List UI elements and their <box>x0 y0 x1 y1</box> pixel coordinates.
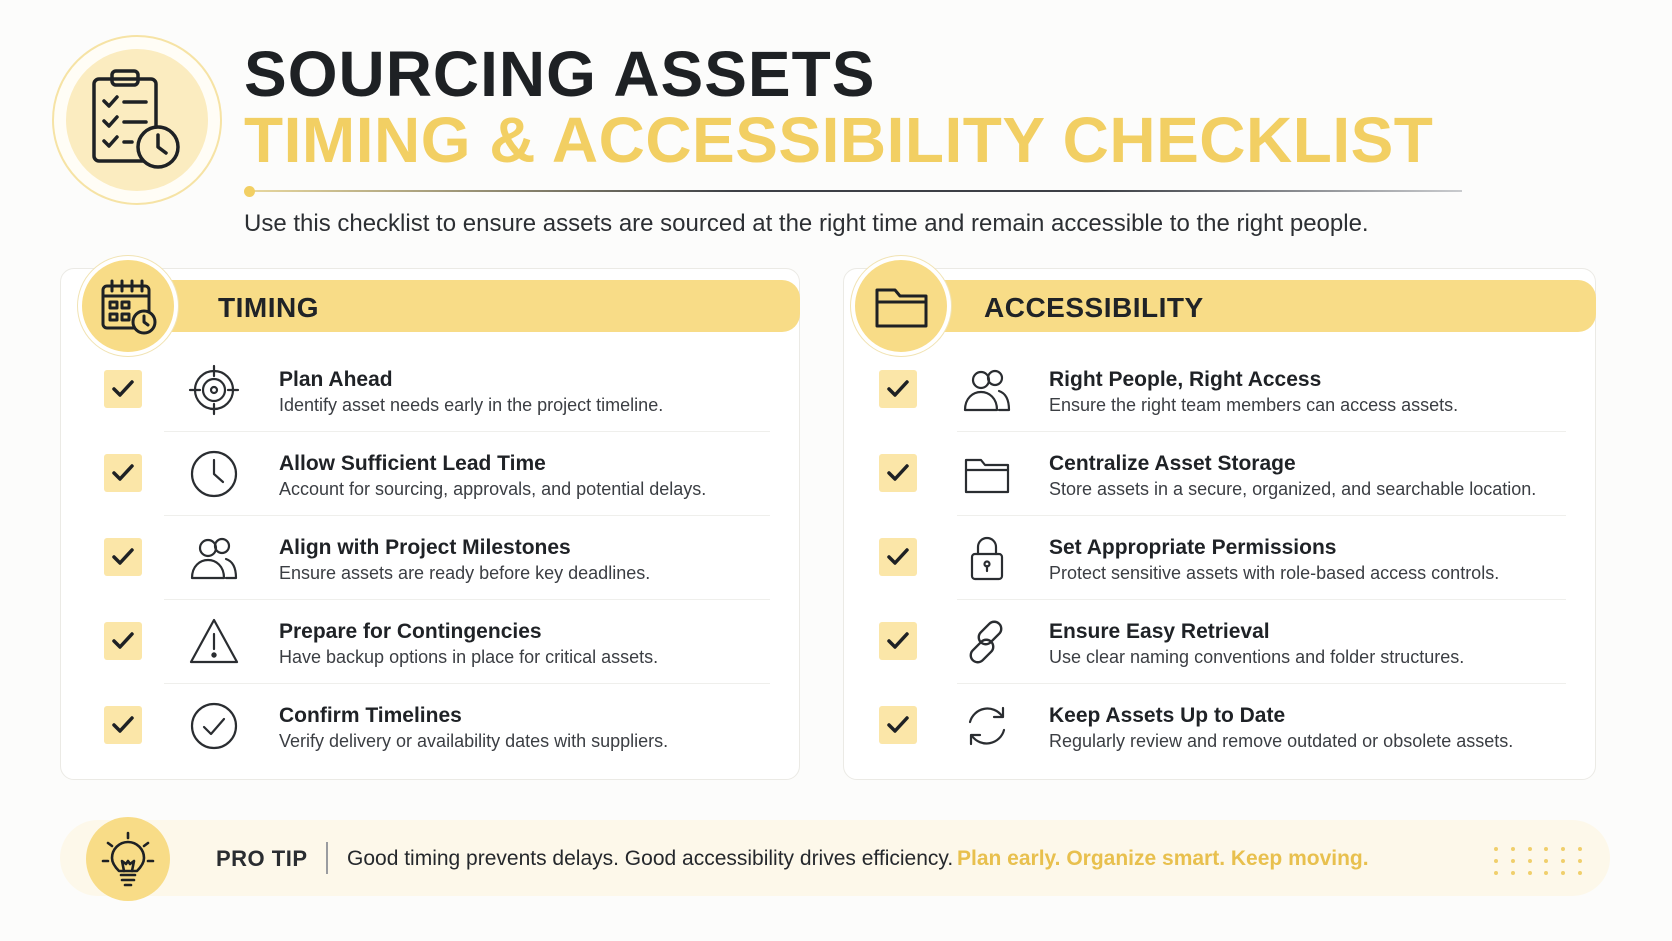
checkbox[interactable] <box>879 706 917 744</box>
calendar-clock-icon <box>100 278 158 336</box>
item-description: Protect sensitive assets with role-based access controls. <box>1049 563 1500 583</box>
warning-icon <box>188 616 240 668</box>
checkmark-icon <box>110 376 136 402</box>
item-title: Set Appropriate Permissions <box>1049 536 1337 559</box>
checkmark-icon <box>110 460 136 486</box>
checkmark-icon <box>885 628 911 654</box>
timing-item-milestones[interactable] <box>60 516 800 600</box>
checkbox[interactable] <box>879 370 917 408</box>
item-title: Centralize Asset Storage <box>1049 452 1296 475</box>
checkbox[interactable] <box>104 706 142 744</box>
item-description: Account for sourcing, approvals, and potential delays. <box>279 479 707 499</box>
intro-text: Use this checklist to ensure assets are sourced at the right time and remain accessible to the right people. <box>244 210 1369 237</box>
accessibility-banner <box>930 280 1596 332</box>
item-description: Verify delivery or availability dates with suppliers. <box>279 731 669 751</box>
timing-list <box>60 348 800 768</box>
item-title: Confirm Timelines <box>279 704 462 727</box>
checkmark-icon <box>110 544 136 570</box>
item-title: Plan Ahead <box>279 368 393 391</box>
item-title: Keep Assets Up to Date <box>1049 704 1286 727</box>
checkmark-icon <box>885 712 911 738</box>
timing-heading: TIMING <box>218 292 319 323</box>
item-description: Use clear naming conventions and folder structures. <box>1049 647 1465 667</box>
item-title: Ensure Easy Retrieval <box>1049 620 1270 643</box>
item-description: Ensure assets are ready before key deadlines. <box>279 563 651 583</box>
item-title: Allow Sufficient Lead Time <box>279 452 546 475</box>
people-icon <box>961 364 1013 416</box>
access-item-easy-retrieval[interactable] <box>843 600 1596 684</box>
lock-icon <box>961 532 1013 584</box>
header-logo-badge <box>52 35 222 205</box>
clock-icon <box>188 448 240 500</box>
item-description: Store assets in a secure, organized, and searchable location. <box>1049 479 1537 499</box>
title-divider-dot <box>244 186 255 197</box>
pro-tip-label: PRO TIP <box>216 846 308 871</box>
target-icon <box>188 364 240 416</box>
clipboard-checklist-clock-icon <box>88 67 188 173</box>
page-subtitle-heading: TIMING & ACCESSIBILITY CHECKLIST <box>244 104 1434 176</box>
item-title: Prepare for Contingencies <box>279 620 542 643</box>
accessibility-heading: ACCESSIBILITY <box>984 292 1204 323</box>
checkbox[interactable] <box>879 622 917 660</box>
checkmark-icon <box>110 628 136 654</box>
pro-tip-badge <box>86 817 170 901</box>
item-title: Align with Project Milestones <box>279 536 571 559</box>
people-icon <box>188 532 240 584</box>
accessibility-badge <box>851 256 951 356</box>
link-icon <box>961 616 1013 668</box>
checkmark-icon <box>885 460 911 486</box>
page-title: SOURCING ASSETS <box>244 38 876 110</box>
title-divider <box>252 190 1462 192</box>
pro-tip-separator <box>326 842 328 874</box>
access-item-right-people[interactable] <box>843 348 1596 432</box>
checkmark-icon <box>885 376 911 402</box>
access-item-centralize-storage[interactable] <box>843 432 1596 516</box>
folder-icon <box>873 278 931 336</box>
timing-item-confirm-timelines[interactable] <box>60 684 800 768</box>
timing-badge <box>78 256 178 356</box>
checkbox[interactable] <box>104 370 142 408</box>
item-description: Ensure the right team members can access assets. <box>1049 395 1459 415</box>
decorative-dot-grid <box>1488 843 1588 879</box>
access-item-permissions[interactable] <box>843 516 1596 600</box>
item-title: Right People, Right Access <box>1049 368 1322 391</box>
lightbulb-icon <box>100 829 156 889</box>
timing-item-plan-ahead[interactable] <box>60 348 800 432</box>
timing-item-lead-time[interactable] <box>60 432 800 516</box>
checkbox[interactable] <box>879 538 917 576</box>
access-item-up-to-date[interactable] <box>843 684 1596 768</box>
item-description: Regularly review and remove outdated or obsolete assets. <box>1049 731 1514 751</box>
item-description: Have backup options in place for critical assets. <box>279 647 659 667</box>
folder-icon <box>961 448 1013 500</box>
checkbox[interactable] <box>104 454 142 492</box>
checkbox[interactable] <box>879 454 917 492</box>
timing-banner <box>150 280 800 332</box>
refresh-icon <box>961 700 1013 752</box>
pro-tip-text: Good timing prevents delays. Good accessibility drives efficiency. <box>347 847 954 870</box>
accessibility-list <box>843 348 1596 768</box>
item-description: Identify asset needs early in the project timeline. <box>279 395 664 415</box>
checkbox[interactable] <box>104 538 142 576</box>
pro-tip-emphasis: Plan early. Organize smart. Keep moving. <box>957 847 1369 870</box>
checkbox[interactable] <box>104 622 142 660</box>
check-circle-icon <box>188 700 240 752</box>
checkmark-icon <box>110 712 136 738</box>
checkmark-icon <box>885 544 911 570</box>
timing-item-contingencies[interactable] <box>60 600 800 684</box>
